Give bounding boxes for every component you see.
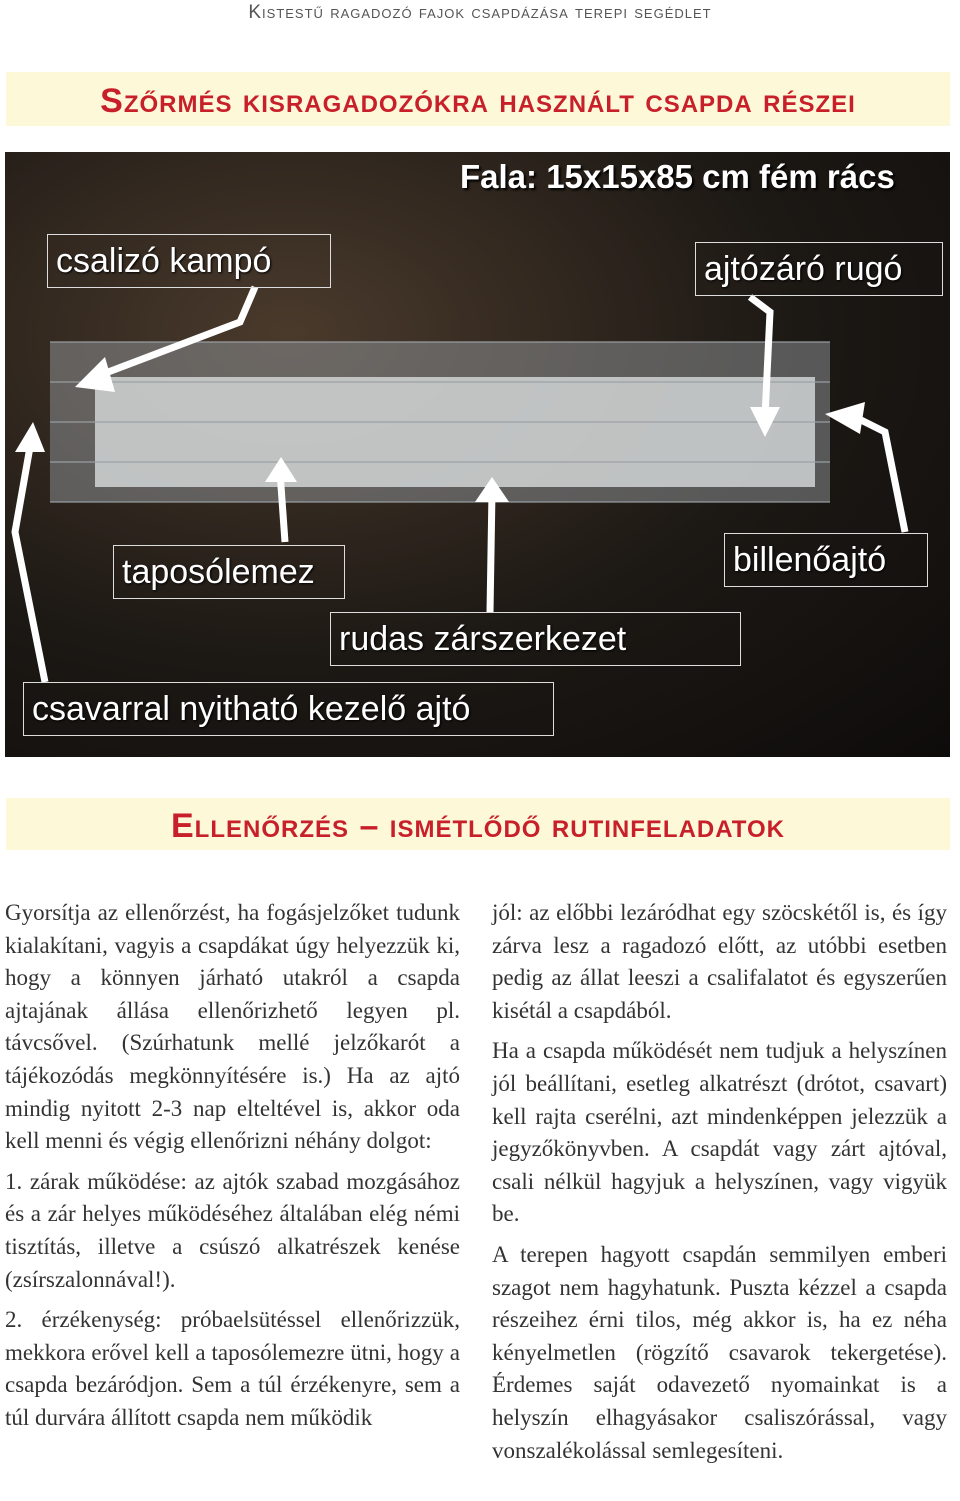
paragraph: Gyorsítja az ellenőrzést, ha fogásjelzőket tudunk kialakítani, vagyis a csapdákat úgy helyezzük ki, hogy a könnyen járható utakról a csapda ajtajának állása ellenőrizhető legyen pl. távcsővel. (Szúrhatunk mellé jelzőkarót a tájékozódás megkönnyítésére is.) Ha az ajtó mindig nyitott 2-3 nap elteltével is, akkor oda kell menni és végig ellenőrizni néhány dolgot: <box>5 900 460 1154</box>
label-rod-lock: rudas zárszerkezet <box>330 612 741 666</box>
label-service-door: csavarral nyitható kezelő ajtó <box>23 682 554 736</box>
label-treadle: taposólemez <box>113 545 345 599</box>
section-title-trap-parts: Szőrmés kisragadozókra használt csapda részei <box>6 72 950 126</box>
paragraph: Ha a csapda működését nem tudjuk a helyszínen jól beállítani, esetleg alkatrészt (drótot, csavart) kell rajta cserélni, azt mindenképpen jelezzük a jegyzőkönyvben. A csapdát vagy zárt ajtóval, csali nélkül hagyjuk a helyszínen, vagy vigyük be. <box>492 1038 947 1227</box>
trap-photo <box>5 152 950 757</box>
running-header: Kistestű ragadozó fajok csapdázása terepi segédlet <box>248 2 712 23</box>
paragraph: 1. zárak működése: az ajtók szabad mozgásához és a zár helyes működéséhez általában elég némi tisztítás, illetve a csúszó alkatrészek kenése (zsírszalonnával!). <box>5 1168 460 1292</box>
right-column <box>492 897 947 1475</box>
section-title-inspection: Ellenőrzés – ismétlődő rutinfeladatok <box>6 798 950 850</box>
label-tilt-door: billenőajtó <box>724 533 928 587</box>
label-door-spring: ajtózáró rugó <box>695 242 943 296</box>
paragraph: A terepen hagyott csapdán semmilyen emberi szagot nem hagyhatunk. Puszta kézzel a csapda részeihez érni tilos, még akkor is, ha ez néha kényelmetlen (rögzítő csavarok tekergetése). Érdemes saját odavezető nyomainkat is a helyszín elhagyásakor csaliszórással, vagy vonszalékolással semlegesíteni. <box>492 1241 947 1463</box>
paragraph: jól: az előbbi lezáródhat egy szöcskétől is, és így zárva lesz a ragadozó előtt, az utóbbi esetben pedig az állat leeszi a csalifalatot és egyszerűen kisétál a csapdából. <box>492 900 947 1023</box>
left-column <box>5 897 460 1443</box>
paragraph: 2. érzékenység: próbaelsütéssel ellenőrizzük, mekkora erővel kell a taposólemezre ütni, hogy a csapda bezáródjon. Sem a túl érzékenyre, sem a túl durvára állított csapda nem működik <box>5 1307 460 1430</box>
treadle-plate <box>95 377 815 487</box>
label-bait-hook: csalizó kampó <box>47 234 331 288</box>
wall-dimension-label: Fala: 15x15x85 cm fém rács <box>460 158 895 195</box>
